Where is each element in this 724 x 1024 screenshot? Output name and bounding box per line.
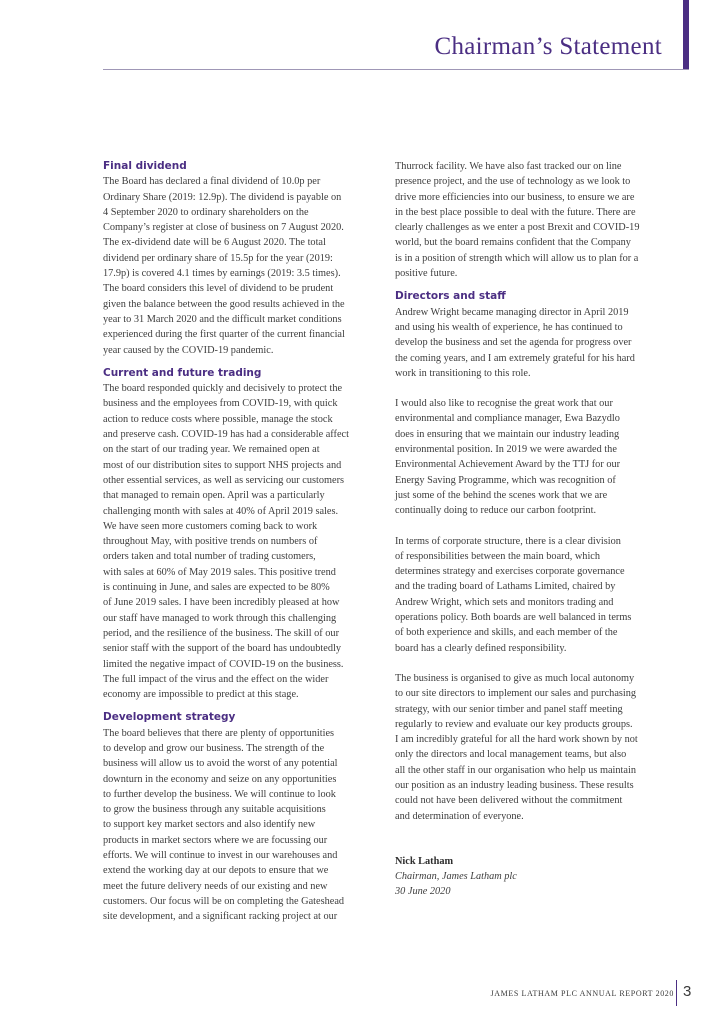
- left-column: [103, 159, 371, 925]
- text-line: is continuing in June, and sales are expected to be 80%: [103, 582, 330, 594]
- signature-role: Chairman, James Latham plc: [395, 871, 517, 883]
- directors-paragraph-2: [395, 396, 663, 518]
- text-line: most of our distribution sites to support NHS projects and: [103, 459, 342, 471]
- signature-name: Nick Latham: [395, 855, 454, 867]
- text-line: develop the business and set the agenda for progress over: [395, 337, 632, 349]
- text-line: The business is organised to give as much local autonomy: [395, 672, 635, 684]
- text-line: strategy, with our senior timber and panel staff meeting: [395, 703, 623, 715]
- text-line: to support key market sectors and also identify new: [103, 819, 316, 831]
- text-line: action to reduce costs where possible, manage the stock: [103, 413, 333, 425]
- text-line: our staff have managed to work through this challenging: [103, 612, 337, 624]
- text-line: to develop and grow our business. The strength of the: [103, 742, 325, 754]
- title-divider: [103, 69, 689, 70]
- text-line: clearly challenges as we enter a post Brexit and COVID-19: [395, 222, 640, 234]
- text-line: with sales at 60% of May 2019 sales. This positive trend: [103, 566, 336, 578]
- text-line: Thurrock facility. We have also fast tracked our on line: [395, 161, 622, 172]
- text-line: operations policy. Both boards are well balanced in terms: [395, 612, 632, 624]
- section-heading-final-dividend: Final dividend: [103, 160, 187, 172]
- text-line: Environmental Achievement Award by the TTJ for our: [395, 459, 621, 471]
- text-line: could not have been delivered without the commitment: [395, 795, 623, 807]
- text-line: and determination of everyone.: [395, 810, 524, 822]
- text-line: customers. Our focus will be on completing the Gateshead: [103, 895, 345, 907]
- text-line: and using his wealth of experience, he has continued to: [395, 321, 623, 333]
- text-line: site development, and a significant racking project at our: [103, 911, 338, 923]
- final-dividend-text: [103, 174, 371, 358]
- text-line: Ordinary Share (2019: 12.9p). The dividend is payable on: [103, 191, 342, 203]
- text-line: continually doing to reduce our carbon footprint.: [395, 505, 597, 517]
- footer-divider: [676, 980, 677, 1006]
- text-line: products in market sectors where we are focussing our: [103, 834, 328, 846]
- footer-report-title: JAMES LATHAM PLC ANNUAL REPORT 2020: [490, 989, 674, 998]
- text-line: We have seen more customers coming back to work: [103, 520, 318, 532]
- text-line: on the start of our trading year. We remained open at: [103, 444, 320, 456]
- text-line: senior staff with the support of the board has undoubtedly: [103, 643, 342, 655]
- section-heading-current-trading: Current and future trading: [103, 366, 262, 379]
- text-line: extend the working day at our depots to ensure that we: [103, 865, 329, 877]
- text-line: Company’s register at close of business on 7 August 2020.: [103, 222, 344, 234]
- page-number: 3: [683, 983, 692, 1000]
- text-line: efforts. We will continue to invest in our warehouses and: [103, 850, 338, 862]
- right-column: [395, 159, 663, 900]
- text-line: downturn in the economy and seize on any opportunities: [103, 773, 337, 785]
- text-line: challenging month with sales at 40% of April 2019 sales.: [103, 505, 339, 517]
- text-line: determines strategy and exercises corporate governance: [395, 566, 625, 578]
- text-line: business will allow us to avoid the worst of any potential: [103, 758, 338, 770]
- text-line: Andrew Wright became managing director in April 2019: [395, 306, 629, 318]
- text-line: In terms of corporate structure, there is a clear division: [395, 535, 621, 547]
- current-trading-text: [103, 381, 371, 702]
- text-line: given the balance between the good results achieved in the: [103, 298, 345, 310]
- text-line: is in a position of strength which will allow us to plan for a: [395, 252, 639, 264]
- text-line: The ex-dividend date will be 6 August 2020. The total: [103, 237, 326, 249]
- text-line: environmental position. In 2019 we were awarded the: [395, 444, 617, 456]
- text-line: year caused by the COVID-19 pandemic.: [103, 344, 274, 356]
- text-line: other essential services, as well as servicing our customers: [103, 474, 345, 486]
- text-line: presence project, and the use of technology as we look to: [395, 176, 631, 188]
- text-line: regularly to review and evaluate our key products groups.: [395, 718, 633, 730]
- directors-paragraph-4: [395, 671, 663, 824]
- text-line: to grow the business through any suitable acquisitions: [103, 804, 326, 816]
- text-line: in the best place possible to deal with the future. There are: [395, 206, 636, 218]
- text-line: year to 31 March 2020 and the difficult market conditions: [103, 313, 342, 325]
- text-line: positive future.: [395, 268, 458, 280]
- text-line: 17.9p) is covered 4.1 times by earnings (2019: 3.5 times).: [103, 268, 341, 280]
- text-line: drive more efficiencies into our business, to ensure we are: [395, 191, 635, 203]
- text-line: and the trading board of Lathams Limited, chaired by: [395, 581, 616, 593]
- continuation-text: [395, 159, 663, 281]
- text-line: of both experience and skills, and each member of the: [395, 627, 618, 639]
- text-line: orders taken and total number of trading customers,: [103, 551, 316, 563]
- text-line: The board believes that there are plenty of opportunities: [103, 727, 335, 739]
- signature-date: 30 June 2020: [395, 886, 451, 898]
- accent-bar: [683, 0, 689, 70]
- text-line: just some of the behind the scenes work that we are: [395, 489, 608, 501]
- text-line: does in ensuring that we maintain our industry leading: [395, 428, 620, 440]
- directors-paragraph-3: [395, 534, 663, 656]
- text-line: The board responded quickly and decisively to protect the: [103, 383, 343, 395]
- text-line: The board considers this level of dividend to be prudent: [103, 283, 334, 295]
- development-strategy-text: [103, 726, 371, 925]
- text-line: world, but the board remains confident that the Company: [395, 237, 631, 249]
- text-line: only the directors and local management teams, but also: [395, 749, 627, 761]
- text-line: The full impact of the virus and the effect on the wider: [103, 673, 329, 685]
- text-line: economy are impossible to predict at this stage.: [103, 689, 299, 701]
- text-line: that managed to remain open. April was a particularly: [103, 490, 325, 502]
- text-line: period, and the resilience of the business. The skill of our: [103, 627, 340, 639]
- text-line: of responsibilities between the main board, which: [395, 550, 601, 562]
- text-line: dividend per ordinary share of 15.5p for the year (2019:: [103, 252, 333, 264]
- directors-paragraph-1: [395, 305, 663, 381]
- text-line: I would also like to recognise the great work that our: [395, 398, 613, 410]
- text-line: to further develop the business. We will continue to look: [103, 788, 336, 800]
- text-line: all the other staff in our organisation who help us maintain: [395, 764, 636, 776]
- text-line: Energy Saving Programme, which was recognition of: [395, 474, 616, 486]
- text-line: work in transitioning to this role.: [395, 367, 531, 379]
- text-line: experienced during the first quarter of the current financial: [103, 329, 345, 341]
- page-title: Chairman’s Statement: [434, 33, 662, 60]
- text-line: environmental and compliance manager, Ewa Bazydlo: [395, 413, 620, 425]
- text-line: limited the negative impact of COVID-19 on the business.: [103, 658, 344, 670]
- text-line: the coming years, and I am extremely grateful for his hard: [395, 352, 635, 364]
- text-line: of June 2019 sales. I have been incredibly pleased at how: [103, 597, 340, 609]
- section-heading-development-strategy: Development strategy: [103, 711, 236, 724]
- text-line: board has a clearly defined responsibility.: [395, 642, 567, 654]
- text-line: to our site directors to implement our sales and purchasing: [395, 688, 637, 700]
- text-line: our position as an industry leading business. These results: [395, 779, 634, 791]
- text-line: I am incredibly grateful for all the hard work shown by not: [395, 734, 638, 746]
- text-line: 4 September 2020 to ordinary shareholders on the: [103, 206, 309, 218]
- text-line: and preserve cash. COVID-19 has had a considerable affect: [103, 429, 349, 441]
- text-line: throughout May, with positive trends on numbers of: [103, 536, 318, 548]
- text-line: meet the future delivery needs of our existing and new: [103, 880, 328, 892]
- text-line: Andrew Wright, which sets and monitors trading and: [395, 596, 614, 608]
- text-line: business and the employees from COVID-19, with quick: [103, 398, 338, 410]
- section-heading-directors-staff: Directors and staff: [395, 290, 506, 303]
- text-line: The Board has declared a final dividend of 10.0p per: [103, 176, 321, 188]
